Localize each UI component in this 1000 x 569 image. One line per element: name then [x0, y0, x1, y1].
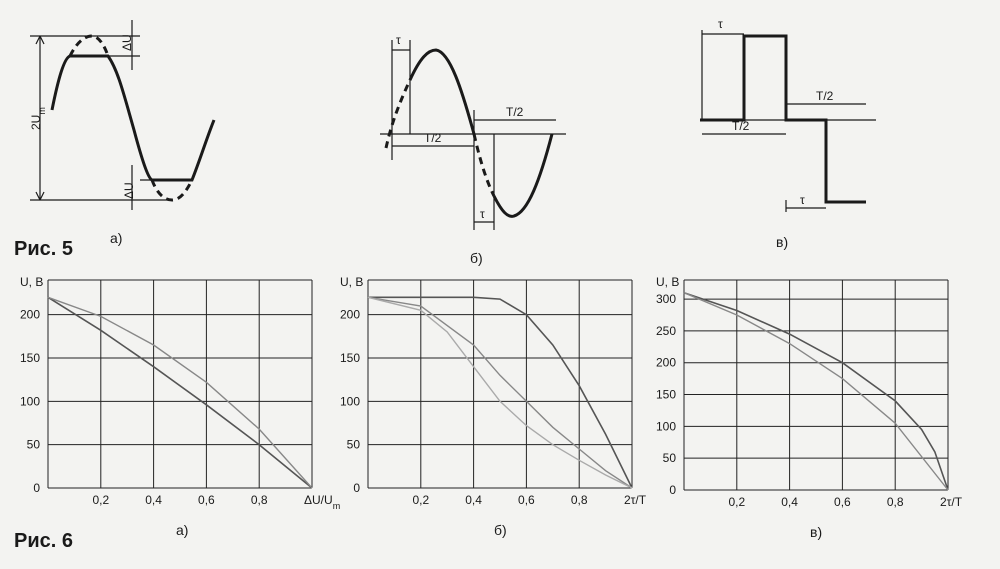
y-axis-label: U, В — [20, 275, 44, 289]
y-tick-label: 200 — [19, 307, 40, 322]
x-axis-label: 2τ/T — [624, 493, 647, 507]
fig6-chart-1 — [340, 275, 647, 507]
x-tick-label: 0,6 — [834, 495, 851, 509]
fig5c-caption: в) — [776, 234, 789, 250]
fig5-label: Рис. 5 — [14, 238, 73, 260]
fig5c-halfperiod-1: T/2 — [732, 119, 750, 133]
x-axis-label-sub: m — [332, 501, 341, 511]
fig6c-caption: в) — [810, 524, 823, 540]
y-tick-label: 50 — [346, 437, 360, 452]
series-line-1 — [48, 297, 312, 488]
x-tick-label: 0,4 — [145, 493, 162, 507]
x-tick-label: 0,4 — [465, 493, 482, 507]
y-tick-label: 0 — [669, 483, 676, 497]
fig5a-amp-subscript: m — [37, 107, 47, 115]
series-line-0 — [684, 293, 948, 490]
fig6a-caption: а) — [176, 522, 189, 538]
fig5a-caption: а) — [110, 230, 123, 246]
x-tick-label: 0,4 — [781, 495, 798, 509]
y-tick-label: 150 — [655, 387, 676, 402]
x-tick-label: 0,6 — [198, 493, 215, 507]
x-axis-label: $\Delta U/U_m$ — [304, 493, 341, 511]
x-tick-label: 0,2 — [728, 495, 746, 509]
fig5b-halfperiod-1: T/2 — [424, 131, 442, 145]
y-axis-label: U, В — [656, 275, 680, 289]
fig5a-amp-label: $2U_m$ — [29, 107, 47, 130]
y-tick-label: 150 — [19, 351, 40, 365]
fig5c-halfperiod-2: T/2 — [816, 89, 834, 103]
fig5b-halfperiod-2: T/2 — [506, 105, 524, 119]
y-tick-label: 50 — [662, 451, 676, 466]
fig5b-tau-top: τ — [396, 33, 401, 47]
fig6-label: Рис. 6 — [14, 530, 73, 552]
y-tick-label: 0 — [353, 481, 360, 495]
y-tick-label: 250 — [655, 323, 676, 338]
y-axis-label: U, В — [340, 275, 364, 289]
x-tick-label: 0,2 — [92, 493, 110, 507]
fig5b-caption: б) — [470, 250, 483, 266]
x-axis-label: 2τ/T — [940, 495, 963, 509]
x-tick-label: 0,8 — [250, 493, 268, 507]
y-tick-label: 200 — [339, 307, 360, 322]
y-tick-label: 200 — [655, 355, 676, 370]
fig5c-tau-bottom: τ — [800, 193, 805, 207]
fig6-chart-0 — [20, 275, 340, 511]
fig5a-du-bottom: ΔU — [122, 182, 136, 199]
fig5b-tau-bottom: τ — [480, 207, 485, 221]
x-tick-label: 0,2 — [412, 493, 430, 507]
series-line-1 — [368, 297, 632, 488]
series-line-1 — [684, 293, 948, 490]
y-tick-label: 100 — [655, 419, 676, 434]
fig5a-du-top: ΔU — [120, 34, 134, 51]
x-tick-label: 0,8 — [570, 493, 588, 507]
y-tick-label: 150 — [339, 351, 360, 365]
x-tick-label: 0,8 — [886, 495, 904, 509]
y-tick-label: 100 — [19, 394, 40, 409]
x-tick-label: 0,6 — [518, 493, 535, 507]
y-tick-label: 0 — [33, 481, 40, 495]
fig5c-tau-top: τ — [718, 17, 723, 31]
y-tick-label: 100 — [339, 394, 360, 409]
series-line-0 — [48, 297, 312, 488]
fig6-chart-2 — [656, 275, 963, 509]
y-tick-label: 50 — [26, 437, 40, 452]
fig6b-caption: б) — [494, 522, 507, 538]
y-tick-label: 300 — [655, 292, 676, 307]
